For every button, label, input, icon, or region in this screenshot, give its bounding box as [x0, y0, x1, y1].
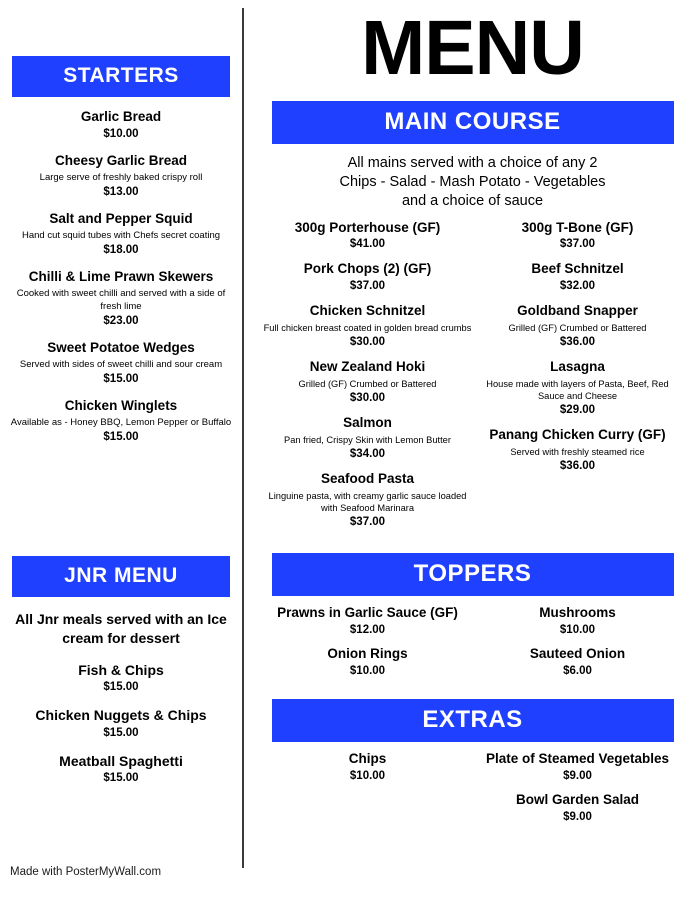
menu-item [8, 662, 234, 694]
menu-item-price: $9.00 [563, 810, 592, 823]
main-course-column-left [263, 220, 473, 540]
menu-item [263, 471, 473, 528]
menu-item-price: $15.00 [103, 373, 139, 386]
menu-item-name: Beef Schnitzel [531, 261, 624, 277]
menu-item [8, 398, 234, 443]
menu-item-price: $10.00 [349, 664, 386, 677]
menu-item-name: Panang Chicken Curry (GF) [489, 427, 666, 443]
menu-item-description: Pan fried, Crispy Skin with Lemon Butter [284, 435, 451, 446]
menu-item-name: Chicken Schnitzel [309, 303, 426, 319]
menu-item-name: Sauteed Onion [529, 646, 626, 662]
menu-item [263, 303, 473, 348]
menu-item-price: $10.00 [349, 769, 386, 782]
menu-item-description: Cooked with sweet chilli and served with a side of fresh lime [16, 288, 226, 312]
menu-item-description: Grilled (GF) Crumbed or Battered [508, 323, 647, 334]
menu-item-name: Goldband Snapper [517, 303, 638, 319]
right-column [250, 0, 695, 900]
menu-item [8, 269, 234, 327]
menu-item-name: Sweet Potatoe Wedges [47, 339, 195, 355]
column-divider [242, 8, 244, 868]
menu-item-price: $15.00 [103, 431, 139, 444]
menu-item [473, 261, 683, 292]
menu-row [263, 751, 683, 792]
menu-item-price: $37.00 [349, 516, 386, 529]
toppers-heading: TOPPERS [272, 553, 674, 596]
menu-item [263, 261, 473, 292]
menu-item-name: Pork Chops (2) (GF) [303, 261, 432, 277]
menu-item-name: Seafood Pasta [320, 471, 415, 487]
menu-item-price: $15.00 [103, 681, 139, 694]
menu-item [473, 792, 683, 823]
menu-item-price: $13.00 [103, 186, 139, 199]
menu-item-price: $36.00 [559, 336, 596, 349]
menu-item [473, 359, 683, 416]
menu-item [473, 303, 683, 348]
menu-item-name: Mushrooms [539, 605, 616, 621]
menu-item-description: Linguine pasta, with creamy garlic sauce loaded with Seafood Marinara [268, 491, 467, 514]
menu-item-price: $32.00 [559, 280, 596, 293]
menu-item-description: Served with sides of sweet chilli and sour cream [19, 358, 223, 370]
jnr-menu-section [8, 556, 234, 798]
menu-item [263, 220, 473, 251]
menu-item [473, 646, 683, 677]
main-course-column-right [473, 220, 683, 540]
page-title: MENU [361, 5, 584, 91]
menu-item-price: $6.00 [563, 664, 592, 677]
menu-item [8, 109, 234, 140]
menu-item-price: $34.00 [349, 448, 386, 461]
menu-item-price: $41.00 [349, 238, 386, 251]
footer-credit: Made with PosterMyWall.com [10, 866, 162, 878]
menu-row [263, 605, 683, 646]
main-course-heading: MAIN COURSE [272, 101, 674, 144]
menu-item [263, 359, 473, 404]
extras-heading: EXTRAS [272, 699, 674, 742]
menu-item [8, 211, 234, 256]
extras-list [263, 751, 683, 833]
menu-item-name: New Zealand Hoki [309, 359, 426, 375]
menu-item-price: $18.00 [103, 244, 139, 257]
menu-item-price: $12.00 [349, 624, 386, 637]
menu-item [473, 220, 683, 251]
menu-item [263, 415, 473, 460]
jnr-menu-note: All Jnr meals served with an Ice cream for dessert [15, 611, 227, 646]
menu-item-price: $37.00 [349, 280, 386, 293]
menu-item [263, 751, 473, 782]
menu-item [473, 427, 683, 472]
starters-list [8, 109, 234, 443]
menu-item-name: Chicken Nuggets & Chips [35, 707, 207, 724]
menu-item-description: Hand cut squid tubes with Chefs secret coating [21, 229, 221, 241]
menu-item-description: Served with freshly steamed rice [510, 447, 645, 458]
menu-item [473, 751, 683, 782]
menu-item [263, 646, 473, 677]
menu-item-name: Salmon [343, 415, 392, 431]
menu-item-name: Meatball Spaghetti [59, 752, 183, 769]
toppers-list [263, 605, 683, 687]
menu-item-description: Large serve of freshly baked crispy roll [39, 171, 203, 183]
jnr-menu-list [8, 662, 234, 785]
menu-item [8, 340, 234, 385]
menu-item-name: Garlic Bread [80, 109, 162, 124]
menu-item-price: $15.00 [103, 726, 139, 739]
menu-row [263, 646, 683, 687]
menu-item [8, 707, 234, 739]
menu-item-price: $10.00 [559, 624, 596, 637]
left-column [0, 0, 242, 900]
menu-item-name: Fish & Chips [78, 661, 164, 678]
menu-item-name: Plate of Steamed Vegetables [485, 750, 670, 766]
menu-item [8, 153, 234, 198]
menu-item-name: Cheesy Garlic Bread [54, 152, 188, 168]
menu-item-price: $10.00 [103, 127, 139, 140]
main-course-note: All mains served with a choice of any 2 Chips - Salad - Mash Potato - Vegetables and a choice of sauce [339, 155, 606, 210]
menu-item-price: $15.00 [103, 772, 139, 785]
starters-heading: STARTERS [12, 56, 230, 97]
menu-item [263, 605, 473, 636]
menu-item-name: 300g Porterhouse (GF) [294, 219, 441, 235]
menu-item-name: Bowl Garden Salad [515, 791, 640, 807]
menu-item-name: Prawns in Garlic Sauce (GF) [277, 605, 458, 621]
menu-item [8, 753, 234, 785]
menu-item-description: Available as - Honey BBQ, Lemon Pepper or Buffalo [10, 416, 232, 428]
menu-item-name: Salt and Pepper Squid [49, 211, 193, 227]
main-course-items [263, 220, 683, 540]
menu-item-name: 300g T-Bone (GF) [521, 219, 634, 235]
menu-item-price: $37.00 [559, 238, 596, 251]
menu-item-price: $36.00 [559, 460, 596, 473]
menu-item-name: Chilli & Lime Prawn Skewers [28, 269, 214, 285]
menu-item-name: Chips [348, 750, 387, 766]
menu-row [263, 792, 683, 833]
menu-item-name: Chicken Winglets [64, 398, 178, 414]
menu-item-price: $9.00 [563, 769, 592, 782]
jnr-menu-heading: JNR MENU [12, 556, 230, 597]
menu-item-description: Grilled (GF) Crumbed or Battered [298, 379, 437, 390]
menu-item-price: $29.00 [559, 404, 596, 417]
menu-item-price: $23.00 [103, 314, 139, 327]
menu-item-name: Lasagna [550, 359, 605, 375]
menu-item-price: $30.00 [349, 392, 386, 405]
menu-item-description: House made with layers of Pasta, Beef, Red Sauce and Cheese [486, 379, 669, 402]
menu-item-description: Full chicken breast coated in golden bread crumbs [263, 323, 472, 334]
menu-item-name: Onion Rings [327, 646, 408, 662]
menu-item [473, 605, 683, 636]
menu-item-price: $30.00 [349, 336, 386, 349]
